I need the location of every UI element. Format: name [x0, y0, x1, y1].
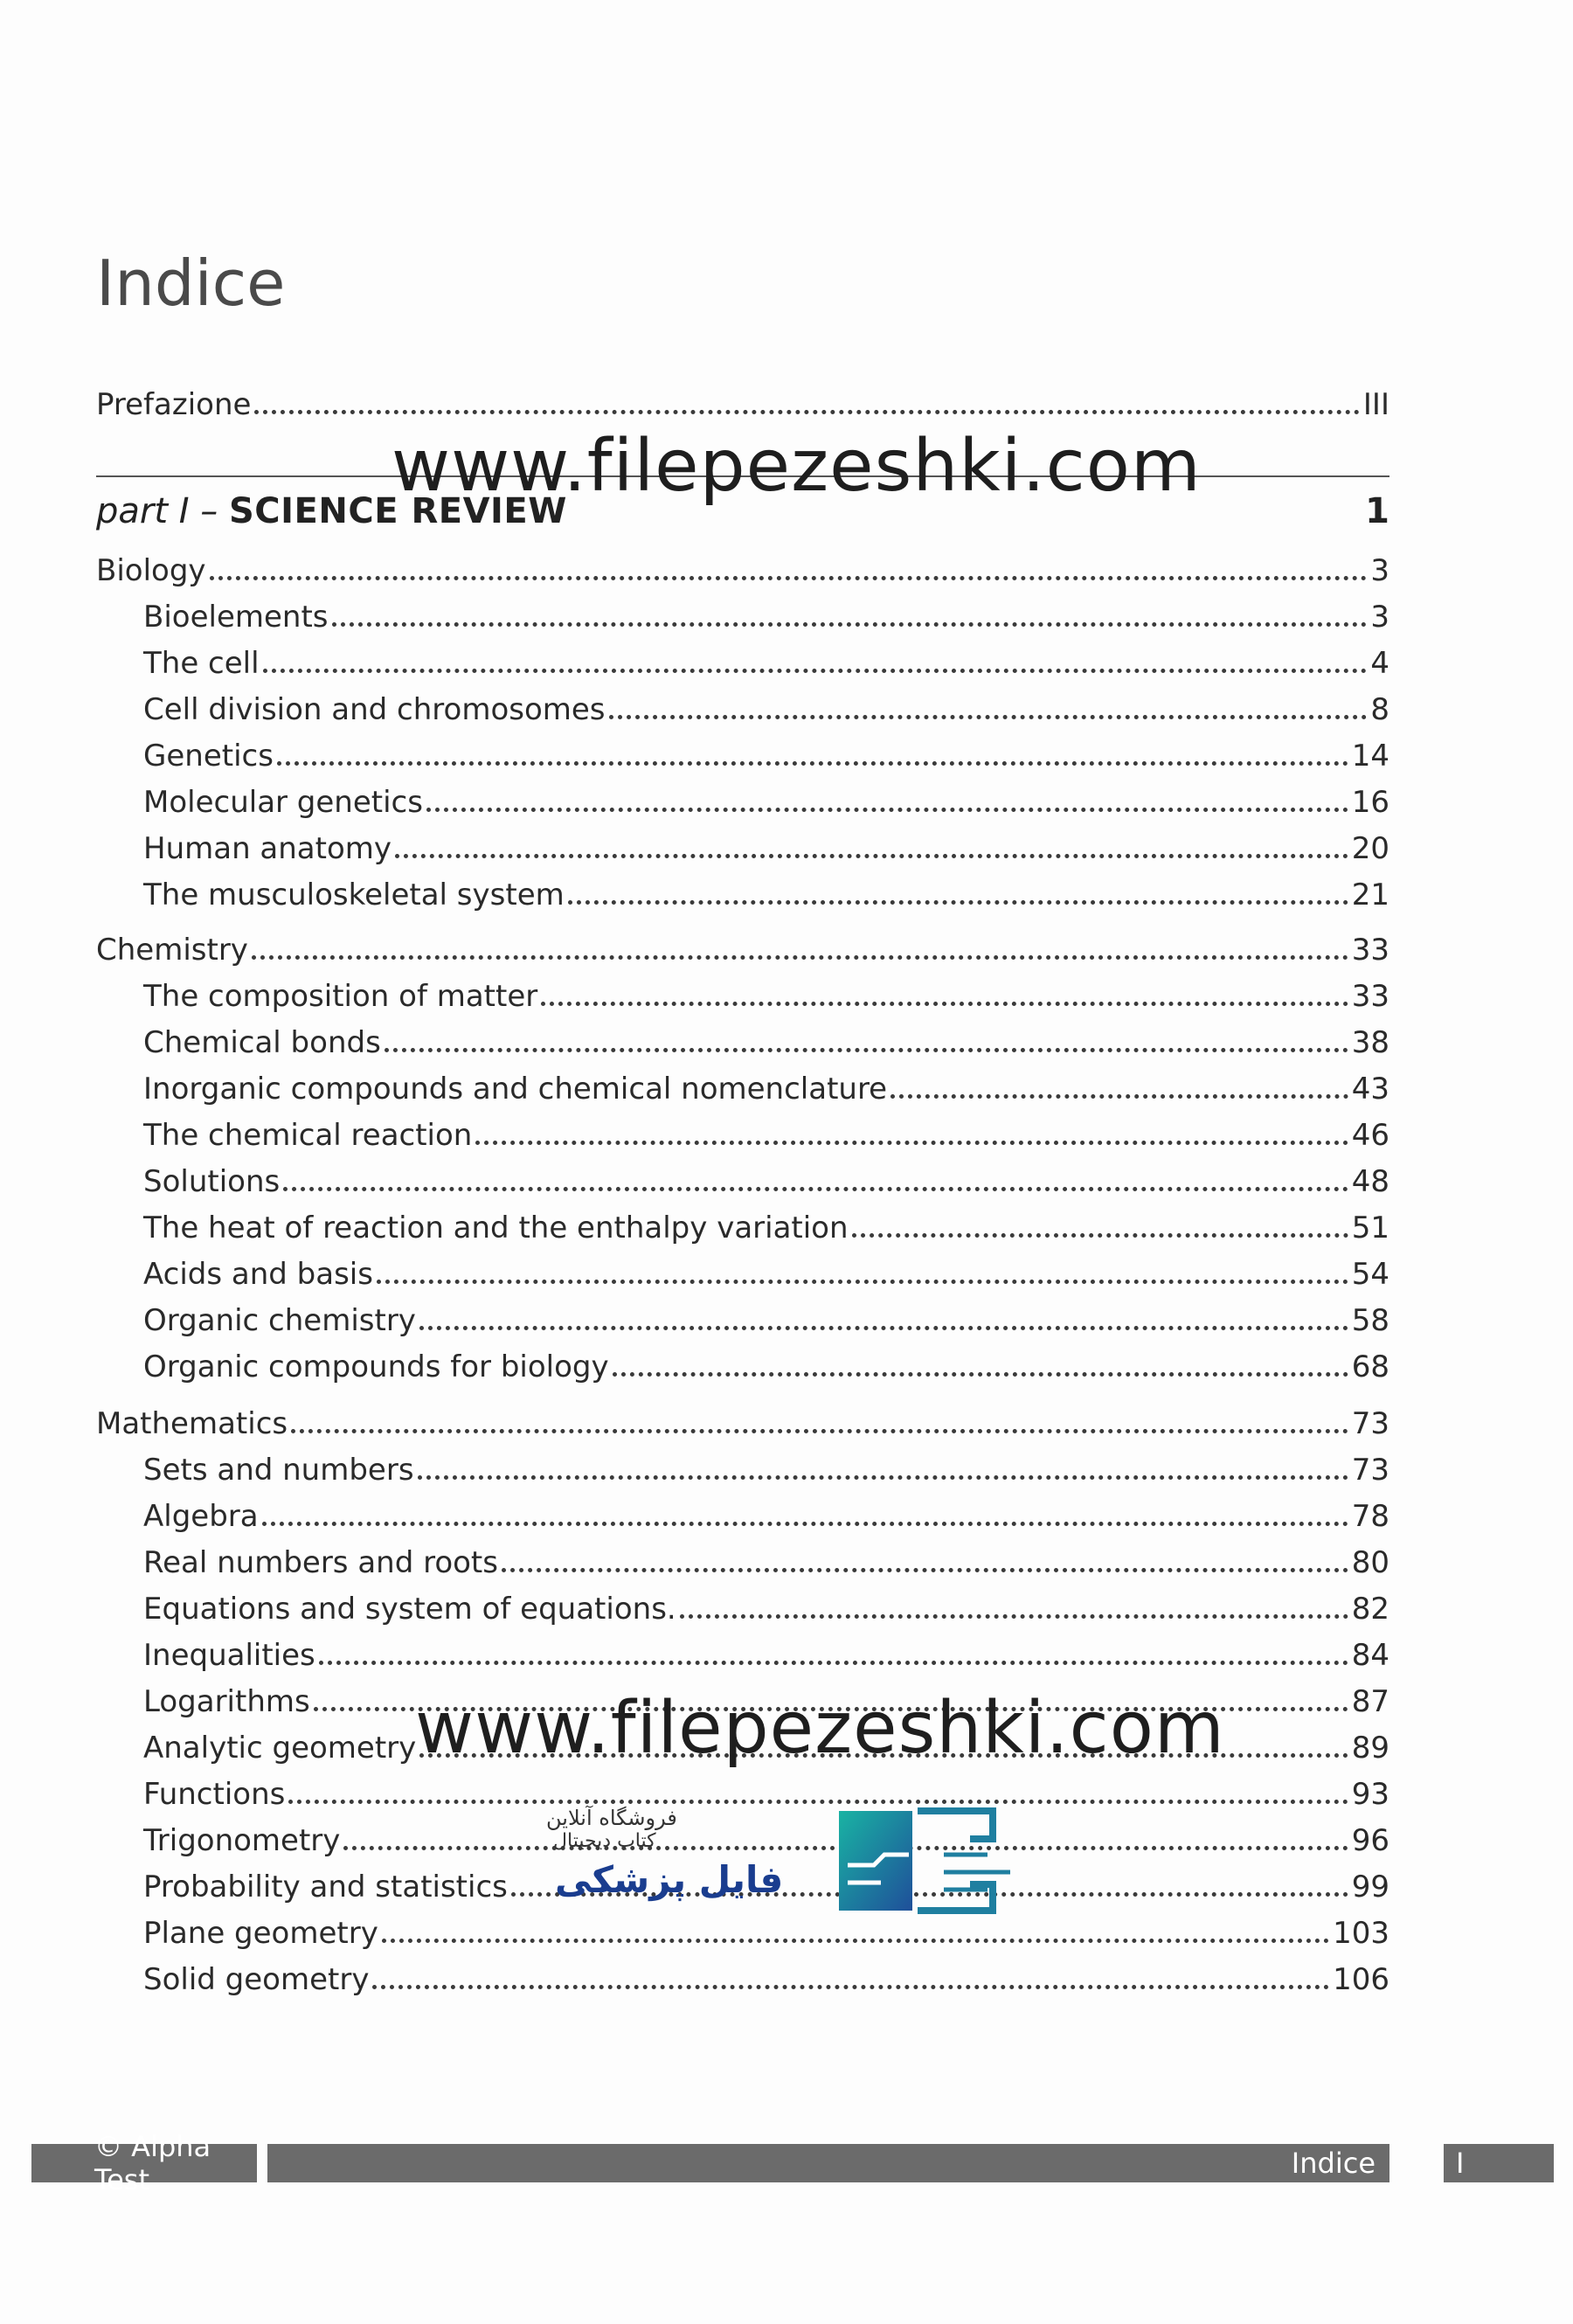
toc-page: 3: [1370, 553, 1389, 588]
toc-label: Cell division and chromosomes: [143, 692, 606, 727]
toc-page: 33: [1351, 979, 1389, 1014]
part-prefix: part I –: [96, 491, 229, 531]
toc-label: Chemistry: [96, 933, 248, 968]
watermark-logo: [546, 1804, 1036, 1919]
toc-item[interactable]: [143, 1489, 1389, 1534]
footer-page-number: I: [1444, 2144, 1554, 2182]
dot-leader: [890, 1094, 1348, 1099]
toc-page: 21: [1351, 878, 1389, 912]
toc-page: 38: [1351, 1025, 1389, 1060]
toc-page: 20: [1351, 831, 1389, 866]
toc-page: 51: [1351, 1211, 1389, 1245]
dot-leader: [372, 1985, 1329, 1989]
dot-leader: [418, 1475, 1348, 1480]
toc-item[interactable]: [143, 1536, 1389, 1578]
toc-item[interactable]: [143, 1247, 1389, 1292]
logo-text-line2: کتاب دیجیتال: [553, 1830, 656, 1852]
toc-section-chemistry[interactable]: [96, 923, 1389, 968]
dot-leader: [609, 715, 1368, 719]
toc-label: The chemical reaction: [143, 1118, 473, 1153]
toc-label: The heat of reaction and the enthalpy variation: [143, 1211, 849, 1245]
toc-page: 46: [1351, 1118, 1389, 1153]
dot-leader: [502, 1568, 1348, 1572]
toc-item[interactable]: [143, 1016, 1389, 1058]
dot-leader: [541, 1002, 1348, 1006]
part-page: 1: [1365, 491, 1389, 531]
toc-label: Inorganic compounds and chemical nomenclature: [143, 1072, 888, 1107]
toc-label: Logarithms: [143, 1684, 310, 1719]
dot-leader: [613, 1372, 1348, 1377]
toc-item[interactable]: [143, 1108, 1389, 1153]
toc-page: 58: [1351, 1303, 1389, 1338]
toc-page: 96: [1351, 1823, 1389, 1858]
toc-item[interactable]: [143, 1062, 1389, 1107]
toc-page: 93: [1351, 1777, 1389, 1812]
dot-leader: [419, 1326, 1348, 1330]
toc-item[interactable]: [143, 822, 1389, 864]
toc-label: Real numbers and roots: [143, 1545, 498, 1580]
dot-leader: [680, 1614, 1348, 1619]
toc-page: 78: [1351, 1499, 1389, 1534]
page-title: Indice: [96, 246, 286, 320]
dot-leader: [568, 900, 1348, 905]
toc-page: 33: [1351, 933, 1389, 968]
toc-page: 106: [1333, 1962, 1389, 1997]
toc-label: The musculoskeletal system: [143, 878, 565, 912]
watermark-url-top: www.filepezeshki.com: [392, 425, 1202, 508]
dot-leader: [263, 669, 1368, 673]
toc-label: Genetics: [143, 739, 274, 774]
toc-page: 82: [1351, 1592, 1389, 1627]
toc-page: 87: [1351, 1684, 1389, 1719]
toc-page: 84: [1351, 1638, 1389, 1673]
toc-label: Organic chemistry: [143, 1303, 416, 1338]
toc-page: 73: [1351, 1453, 1389, 1488]
toc-item[interactable]: [143, 1628, 1389, 1673]
dot-leader: [291, 1429, 1348, 1433]
dot-leader: [252, 955, 1348, 960]
toc-item[interactable]: [143, 969, 1389, 1014]
part-title: SCIENCE REVIEW: [228, 491, 567, 531]
toc-page: 103: [1333, 1916, 1389, 1951]
toc-page: 14: [1351, 739, 1389, 774]
toc-label: Molecular genetics: [143, 785, 423, 820]
toc-entry-preface[interactable]: [96, 378, 1389, 420]
toc-label: Acids and basis: [143, 1257, 373, 1292]
toc-label: Mathematics: [96, 1406, 288, 1441]
dot-leader: [277, 761, 1348, 766]
toc-page: 73: [1351, 1406, 1389, 1441]
toc-label: Sets and numbers: [143, 1453, 414, 1488]
dot-leader: [332, 622, 1368, 627]
toc-label: Probability and statistics: [143, 1870, 508, 1904]
dot-leader: [377, 1280, 1348, 1284]
toc-section-biology[interactable]: [96, 544, 1389, 586]
toc-item[interactable]: [143, 636, 1389, 681]
logo-text-name: فایل پزشکی: [555, 1858, 784, 1901]
toc-page: 54: [1351, 1257, 1389, 1292]
toc-item[interactable]: [143, 683, 1389, 725]
toc-label: Equations and system of equations.: [143, 1592, 676, 1627]
toc-label: Chemical bonds: [143, 1025, 381, 1060]
toc-page: 48: [1351, 1164, 1389, 1199]
toc-label: Inequalities: [143, 1638, 315, 1673]
toc-item[interactable]: [143, 590, 1389, 635]
footer-section-label: Indice: [267, 2144, 1389, 2182]
watermark-url-bottom: www.filepezeshki.com: [415, 1687, 1225, 1770]
toc-label: Organic compounds for biology: [143, 1349, 609, 1384]
toc-label: Algebra: [143, 1499, 259, 1534]
toc-label: Solid geometry: [143, 1962, 370, 1997]
dot-leader: [283, 1187, 1348, 1191]
dot-leader: [210, 576, 1368, 580]
dot-leader: [395, 854, 1348, 858]
toc-item[interactable]: [143, 1767, 1389, 1812]
toc-page: 8: [1370, 692, 1389, 727]
toc-label: Bioelements: [143, 600, 329, 635]
toc-item[interactable]: [143, 1201, 1389, 1243]
toc-page: 99: [1351, 1870, 1389, 1904]
footer-copyright: © Alpha Test: [31, 2144, 257, 2182]
dot-leader: [385, 1048, 1348, 1052]
dot-leader: [254, 410, 1359, 414]
toc-item[interactable]: [143, 1340, 1389, 1382]
toc-page: 4: [1370, 646, 1389, 681]
dot-leader: [262, 1522, 1348, 1526]
toc-label: The composition of matter: [143, 979, 538, 1014]
book-circuit-icon: [839, 1804, 1014, 1918]
toc-label: Analytic geometry: [143, 1731, 417, 1766]
toc-section-mathematics[interactable]: [96, 1397, 1389, 1439]
dot-leader: [852, 1233, 1348, 1238]
toc-item[interactable]: [143, 1155, 1389, 1197]
toc-item[interactable]: [143, 1443, 1389, 1488]
toc-label: Solutions: [143, 1164, 281, 1199]
toc-label: Functions: [143, 1777, 286, 1812]
toc-label: The cell: [143, 646, 260, 681]
toc-page: 68: [1351, 1349, 1389, 1384]
dot-leader: [475, 1141, 1348, 1145]
toc-label: Human anatomy: [143, 831, 392, 866]
toc-label: Biology: [96, 553, 206, 588]
toc-item[interactable]: [143, 1294, 1389, 1338]
toc-page: III: [1362, 387, 1389, 422]
dot-leader: [319, 1661, 1348, 1665]
toc-item[interactable]: [143, 1582, 1389, 1627]
toc-page: 89: [1351, 1731, 1389, 1766]
toc-item[interactable]: [143, 868, 1389, 910]
toc-page: 80: [1351, 1545, 1389, 1580]
toc-label: Prefazione: [96, 387, 252, 422]
toc-label: Trigonometry: [143, 1823, 341, 1858]
toc-page: 43: [1351, 1072, 1389, 1107]
toc-page: 16: [1351, 785, 1389, 820]
dot-leader: [426, 808, 1348, 812]
toc-item[interactable]: [143, 1953, 1389, 1997]
toc-item[interactable]: [143, 775, 1389, 820]
logo-text-line1: فروشگاه آنلاین: [546, 1806, 677, 1830]
toc-item[interactable]: [143, 729, 1389, 774]
toc-label: Plane geometry: [143, 1916, 378, 1951]
toc-page: 3: [1370, 600, 1389, 635]
dot-leader: [382, 1939, 1329, 1943]
